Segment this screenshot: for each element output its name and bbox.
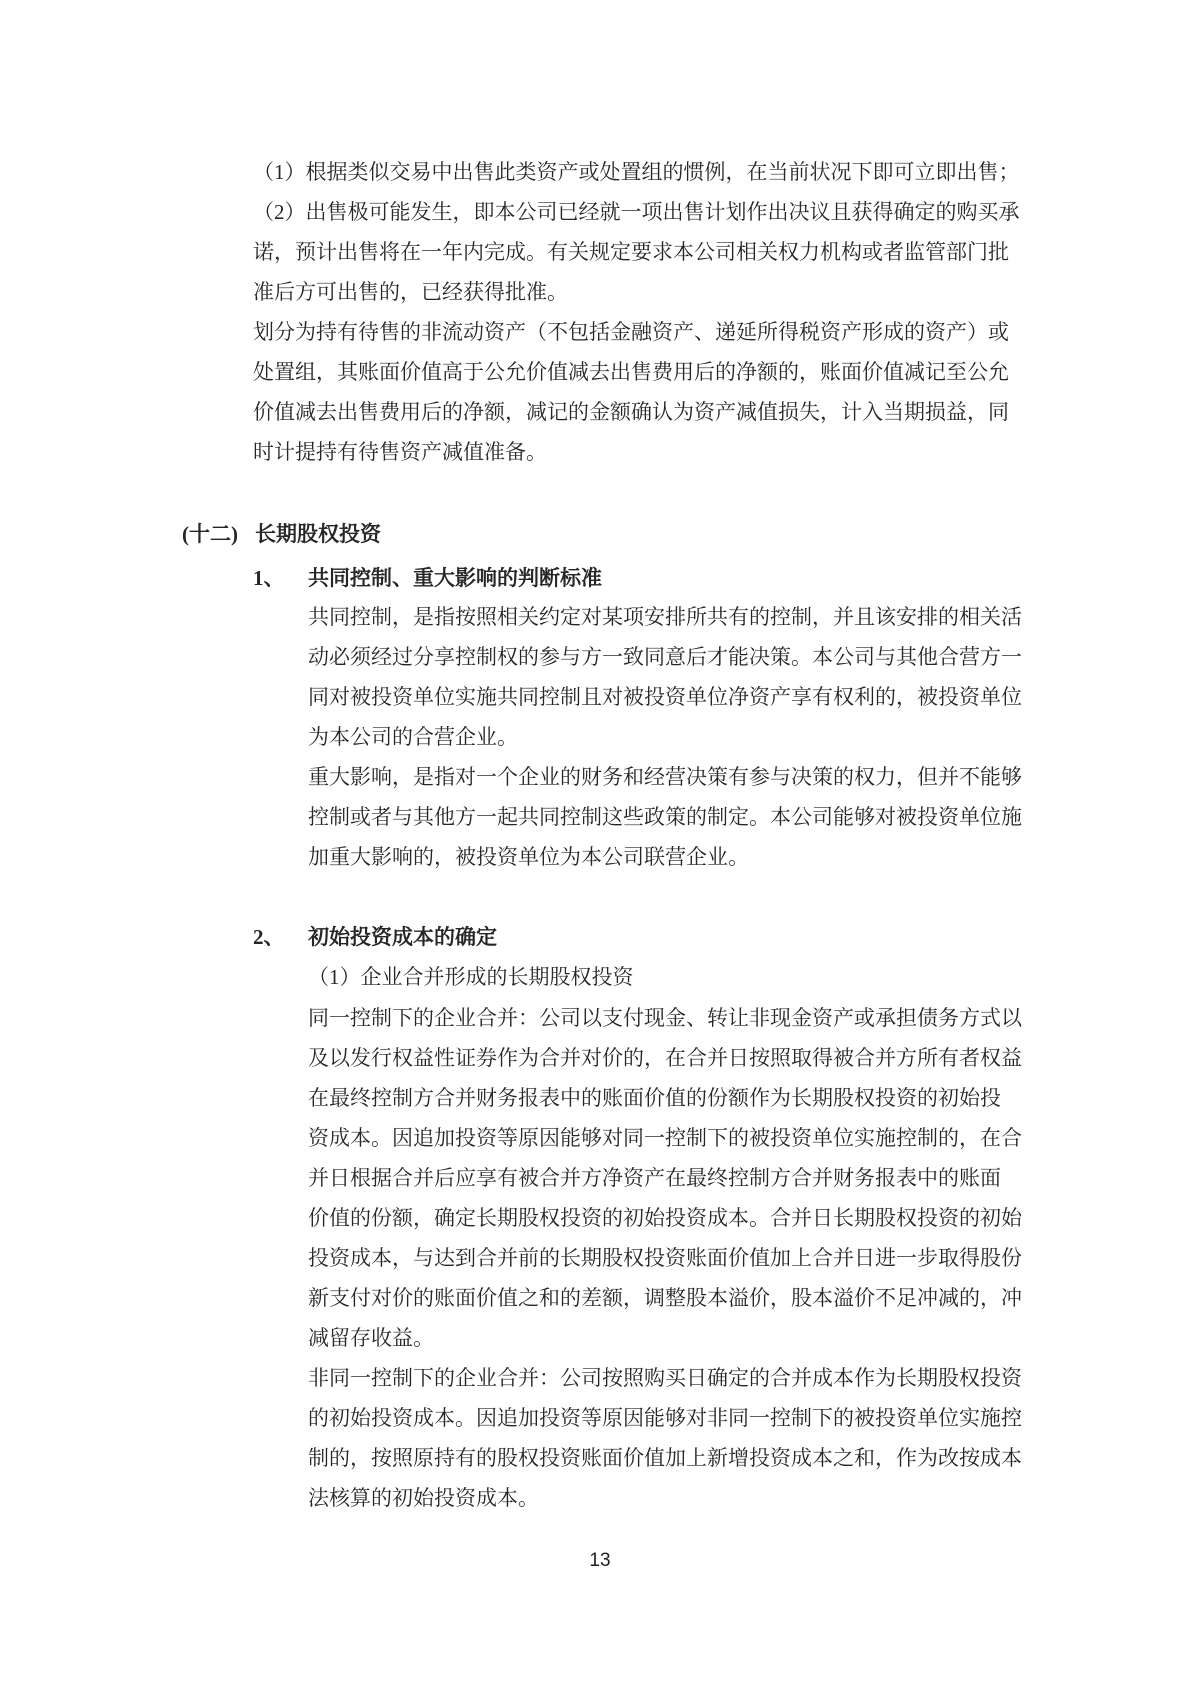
item2-heading-row — [0, 917, 1200, 957]
item1-heading: 共同控制、重大影响的判断标准 — [308, 566, 602, 590]
item2-paragraph1 — [308, 998, 1022, 1358]
item2-paragraph2 — [308, 1358, 1022, 1518]
text-line: 减留存收益。 — [308, 1326, 434, 1350]
text-line: 共同控制，是指按照相关约定对某项安排所共有的控制，并且该安排的相关活 — [308, 605, 1022, 629]
text-line: （1）根据类似交易中出售此类资产或处置组的惯例，在当前状况下即可立即出售； — [253, 160, 1020, 184]
section-number-label: (十二) — [182, 522, 238, 546]
text-line: 在最终控制方合并财务报表中的账面价值的份额作为长期股权投资的初始投 — [308, 1086, 1001, 1110]
text-line: 价值的份额，确定长期股权投资的初始投资成本。合并日长期股权投资的初始 — [308, 1206, 1022, 1230]
text-line: 划分为持有待售的非流动资产（不包括金融资产、递延所得税资产形成的资产）或 — [253, 320, 1009, 344]
item1-paragraph — [308, 597, 1022, 877]
text-line: 法核算的初始投资成本。 — [308, 1486, 539, 1510]
text-line: 时计提持有待售资产减值准备。 — [253, 440, 547, 464]
section-title: 长期股权投资 — [255, 522, 381, 546]
text-line: 加重大影响的，被投资单位为本公司联营企业。 — [308, 845, 749, 869]
item2-subheading: （1）企业合并形成的长期股权投资 — [308, 965, 634, 989]
text-line: 处置组，其账面价值高于公允价值减去出售费用后的净额的，账面价值减记至公允 — [253, 360, 1009, 384]
text-line: 同一控制下的企业合并：公司以支付现金、转让非现金资产或承担债务方式以 — [308, 1006, 1022, 1030]
text-line: 制的，按照原持有的股权投资账面价值加上新增投资成本之和，作为改按成本 — [308, 1446, 1022, 1470]
text-line: 新支付对价的账面价值之和的差额，调整股本溢价，股本溢价不足冲减的，冲 — [308, 1286, 1022, 1310]
text-line: 控制或者与其他方一起共同控制这些政策的制定。本公司能够对被投资单位施 — [308, 805, 1022, 829]
item2-number: 2、 — [253, 925, 285, 949]
text-line: （2）出售极可能发生，即本公司已经就一项出售计划作出决议且获得确定的购买承 — [253, 200, 1020, 224]
text-line: 价值减去出售费用后的净额，减记的金额确认为资产减值损失，计入当期损益，同 — [253, 400, 1009, 424]
item1-number: 1、 — [253, 566, 285, 590]
text-line: 及以发行权益性证券作为合并对价的，在合并日按照取得被合并方所有者权益 — [308, 1046, 1022, 1070]
section-heading-row — [0, 514, 1200, 554]
text-line: 并日根据合并后应享有被合并方净资产在最终控制方合并财务报表中的账面 — [308, 1166, 1001, 1190]
text-line: 同对被投资单位实施共同控制且对被投资单位净资产享有权利的，被投资单位 — [308, 685, 1022, 709]
intro-paragraph-block — [253, 152, 1020, 472]
page-footer — [0, 1548, 1200, 1574]
text-line: 为本公司的合营企业。 — [308, 725, 518, 749]
item1-heading-row — [0, 558, 1200, 598]
text-line: 动必须经过分享控制权的参与方一致同意后才能决策。本公司与其他合营方一 — [308, 645, 1022, 669]
text-line: 资成本。因追加投资等原因能够对同一控制下的被投资单位实施控制的，在合 — [308, 1126, 1022, 1150]
text-line: 重大影响，是指对一个企业的财务和经营决策有参与决策的权力，但并不能够 — [308, 765, 1022, 789]
text-line: 投资成本，与达到合并前的长期股权投资账面价值加上合并日进一步取得股份 — [308, 1246, 1022, 1270]
text-line: 准后方可出售的，已经获得批准。 — [253, 280, 568, 304]
text-line: 诺，预计出售将在一年内完成。有关规定要求本公司相关权力机构或者监管部门批 — [253, 240, 1009, 264]
text-line: 的初始投资成本。因追加投资等原因能够对非同一控制下的被投资单位实施控 — [308, 1406, 1022, 1430]
text-line: 非同一控制下的企业合并：公司按照购买日确定的合并成本作为长期股权投资 — [308, 1366, 1022, 1390]
item2-heading: 初始投资成本的确定 — [308, 925, 497, 949]
page-number: 13 — [589, 1550, 611, 1571]
